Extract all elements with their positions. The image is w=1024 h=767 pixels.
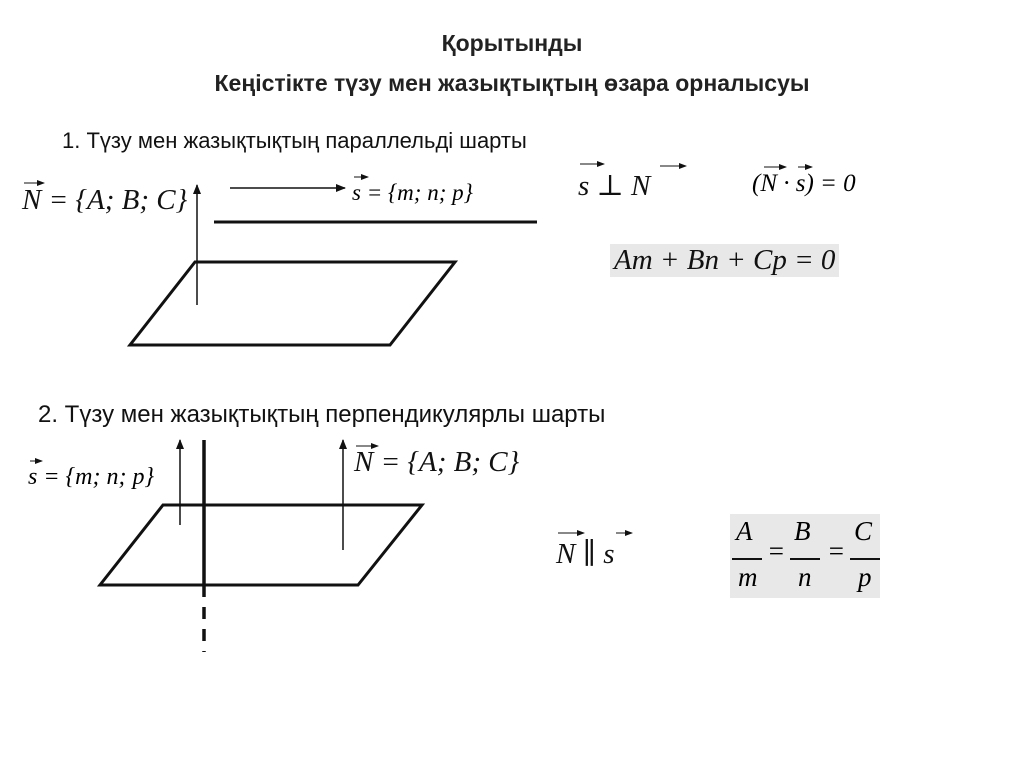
section2-parallel-relation: N ∥ s (556, 538, 615, 570)
section1-direction-vector: s = {m; n; p} (352, 180, 473, 205)
section2-heading: 2. Түзу мен жазықтықтың перпендикулярлы шарты (38, 401, 606, 428)
ratio-num-b: B (794, 516, 811, 546)
plane-parallelogram-2 (100, 505, 422, 585)
section1-normal-vector: N = {A; B; C} (22, 184, 188, 216)
page-title: Қорытынды (441, 30, 583, 56)
ratio-den-p: p (858, 562, 872, 592)
ratio-eq-1: = (767, 536, 786, 566)
section1-result-formula: Am + Bn + Cp = 0 (610, 244, 839, 277)
page-subtitle: Кеңістікте түзу мен жазықтықтың өзара орналысуы (214, 70, 810, 96)
section1-dot-product: (N · s) = 0 (752, 170, 856, 197)
ratio-num-c: C (854, 516, 873, 546)
section2-direction-vector: s = {m; n; p} (28, 464, 155, 490)
ratio-num-a: A (736, 516, 753, 546)
ratio-den-n: n (798, 562, 812, 592)
plane-parallelogram-1 (130, 262, 455, 345)
ratio-eq-2: = (827, 536, 846, 566)
ratio-den-m: m (738, 562, 758, 592)
section1-perp-relation: s ⊥ N (578, 170, 651, 202)
section2-normal-vector: N = {A; B; C} (354, 446, 520, 478)
section1-heading: 1. Түзу мен жазықтықтың параллельді шарты (62, 128, 527, 153)
